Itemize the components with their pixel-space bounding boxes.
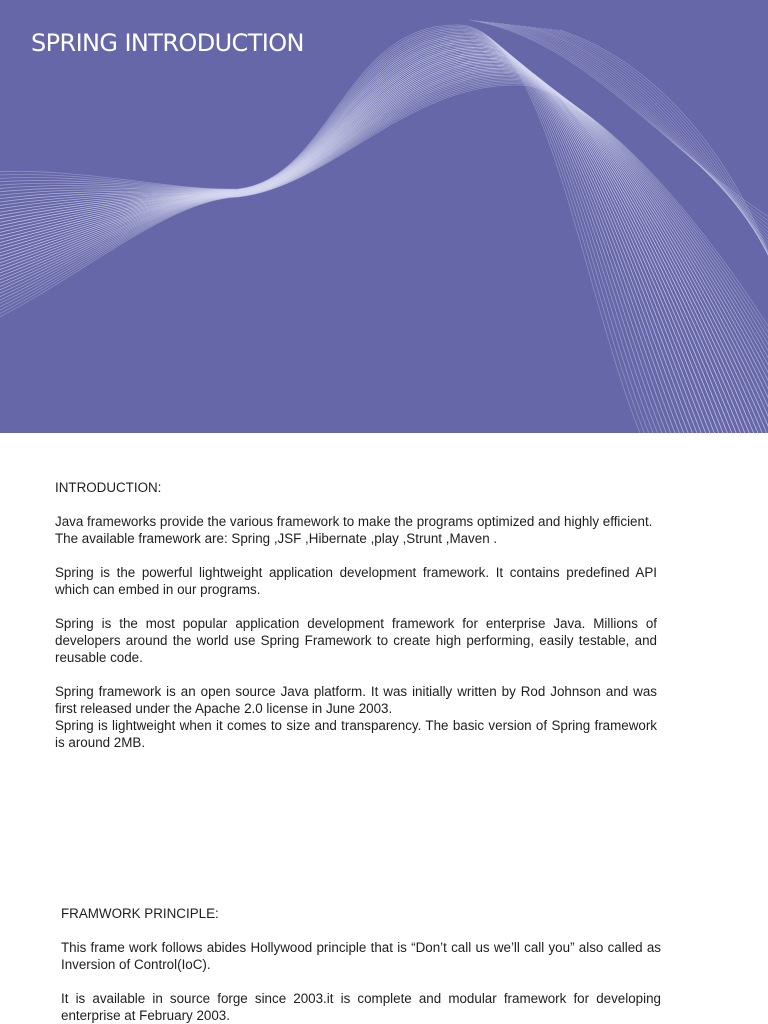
framework-principle-paragraph: This frame work follows abides Hollywood principle that is “Don’t call us we’ll call you” also called as Inversion of Control(IoC). <box>61 940 661 972</box>
cover-banner <box>0 0 768 433</box>
introduction-paragraph: Spring is the most popular application development framework for enterprise Java. Millions of developers around the world use Spring Framework to create high performing, easily testable, and reusable code. <box>55 616 657 665</box>
wave-line <box>507 24 768 267</box>
wave-line <box>518 25 768 277</box>
introduction-paragraph: Java frameworks provide the various framework to make the programs optimized and highly efficient. <box>55 514 653 529</box>
wave-line <box>549 29 768 310</box>
framework-principle-heading: FRAMWORK PRINCIPLE: <box>61 906 219 921</box>
wave-line <box>502 24 768 262</box>
introduction-paragraph: Spring is the powerful lightweight application development framework. It contains predefined API which can embed in our programs. <box>55 565 657 597</box>
wave-line <box>0 32 663 433</box>
framework-principle-section <box>61 905 661 1024</box>
wave-line <box>470 20 768 230</box>
wave-line <box>0 56 742 433</box>
wave-line <box>0 79 768 433</box>
introduction-section <box>55 479 657 751</box>
wave-line <box>539 28 768 299</box>
wave-line <box>0 81 768 433</box>
wave-line <box>0 29 654 433</box>
introduction-paragraph: The available framework are: Spring ,JSF ,Hibernate ,play ,Strunt ,Maven . <box>55 531 498 546</box>
wave-line <box>0 78 768 433</box>
wave-lines-graphic <box>0 0 768 433</box>
wave-line <box>0 77 768 433</box>
wave-line <box>481 21 768 240</box>
introduction-paragraph: Spring is lightweight when it comes to size and transparency. The basic version of Spring framework is around 2MB. <box>55 718 657 750</box>
wave-line <box>0 36 677 433</box>
wave-line <box>555 29 768 314</box>
framework-principle-paragraph: It is available in source forge since 2003.it is complete and modular framework for developing enterprise at February 2003. <box>61 991 661 1023</box>
wave-line <box>523 26 768 283</box>
wave-line <box>0 51 728 433</box>
wave-line <box>475 21 768 236</box>
introduction-heading: INTRODUCTION: <box>55 480 162 495</box>
introduction-paragraph: Spring framework is an open source Java platform. It was initially written by Rod Johnson and was first released under the Apache 2.0 license in June 2003. <box>55 684 657 716</box>
document-title: SPRING INTRODUCTION <box>31 29 304 57</box>
wave-line <box>0 35 673 433</box>
wave-line <box>0 49 719 433</box>
